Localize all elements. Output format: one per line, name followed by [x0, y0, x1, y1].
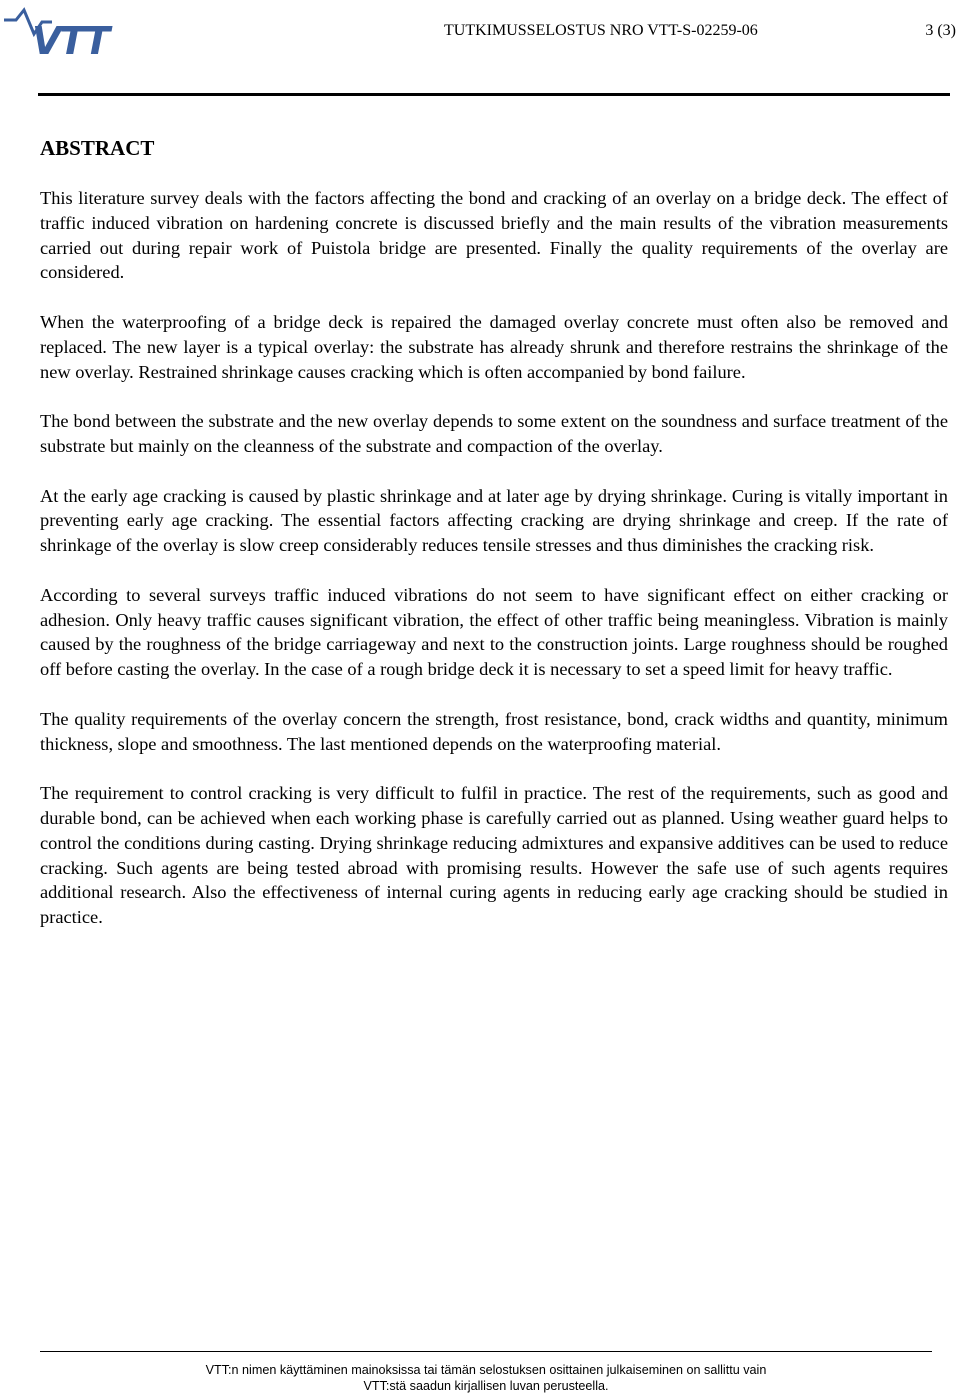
footer-divider — [40, 1351, 932, 1352]
abstract-paragraph-1: This literature survey deals with the factors affecting the bond and cracking of an overlay on a bridge deck. The effect of traffic induced vibration on hardening concrete is discussed briefly and the main results of the vibration measurements carried out during repair work of Puistola bridge are presented. Finally the quality requirements of the overlay are considered. — [40, 188, 948, 283]
abstract-heading: ABSTRACT — [40, 136, 155, 160]
abstract-paragraph-4: At the early age cracking is caused by plastic shrinkage and at later age by drying shrinkage. Curing is vitally important in preventing early age cracking. The essential factors affecting cracking are drying shrinkage and creep. If the rate of shrinkage of the overlay is slow creep considerably reduces tensile stresses and thus diminishes the cracking risk. — [40, 485, 948, 556]
page-number: 3 (3) — [925, 22, 956, 39]
footer-line-1: VTT:n nimen käyttäminen mainoksissa tai tämän selostuksen osittainen julkaiseminen on sallittu vain — [205, 1363, 767, 1377]
abstract-paragraph-7: The requirement to control cracking is very difficult to fulfil in practice. The rest of the requirements, such as good and durable bond, can be achieved when each working phase is carefully carried out as planned. Using weather guard helps to control the conditions during casting. Drying shrinkage reducing admixtures and expansive additives can be used to reduce cracking. Such agents are being tested abroad with promising results. However the safe use of such agents requires additional research. Also the effectiveness of internal curing agents in reducing early age cracking should be studied in practice. — [40, 783, 948, 928]
vtt-logo — [2, 4, 138, 58]
abstract-paragraph-5: According to several surveys traffic induced vibrations do not seem to have significant effect on either cracking or adhesion. Only heavy traffic causes significant vibration, the effect of other traffic being meaningless. Vibration is mainly caused by the roughness of the bridge carriageway and next to the construction joints. Large roughness should be roughed off before casting the overlay. In the case of a rough bridge deck it is necessary to set a speed limit for heavy traffic. — [40, 584, 948, 680]
logo-text: VTT — [31, 19, 109, 58]
abstract-section — [40, 135, 948, 955]
abstract-paragraph-2: When the waterproofing of a bridge deck is repaired the damaged overlay concrete must often also be removed and replaced. The new layer is a typical overlay: the substrate has already shrunk and therefore restrains the shrinkage of the new overlay. Restrained shrinkage causes cracking which is often accompanied by bond failure. — [40, 311, 948, 382]
footer-notice — [0, 1362, 960, 1394]
abstract-paragraph-6: The quality requirements of the overlay concern the strength, frost resistance, bond, crack widths and quantity, minimum thickness, slope and smoothness. The last mentioned depends on the waterproofing material. — [40, 708, 948, 754]
header-divider — [38, 93, 950, 96]
abstract-paragraph-3: The bond between the substrate and the new overlay depends to some extent on the soundness and surface treatment of the substrate but mainly on the cleanness of the substrate and compaction of the overlay. — [40, 411, 948, 456]
report-number: TUTKIMUSSELOSTUS NRO VTT-S-02259-06 — [444, 22, 758, 39]
footer-line-2: VTT:stä saadun kirjallisen luvan perusteella. — [363, 1379, 609, 1393]
